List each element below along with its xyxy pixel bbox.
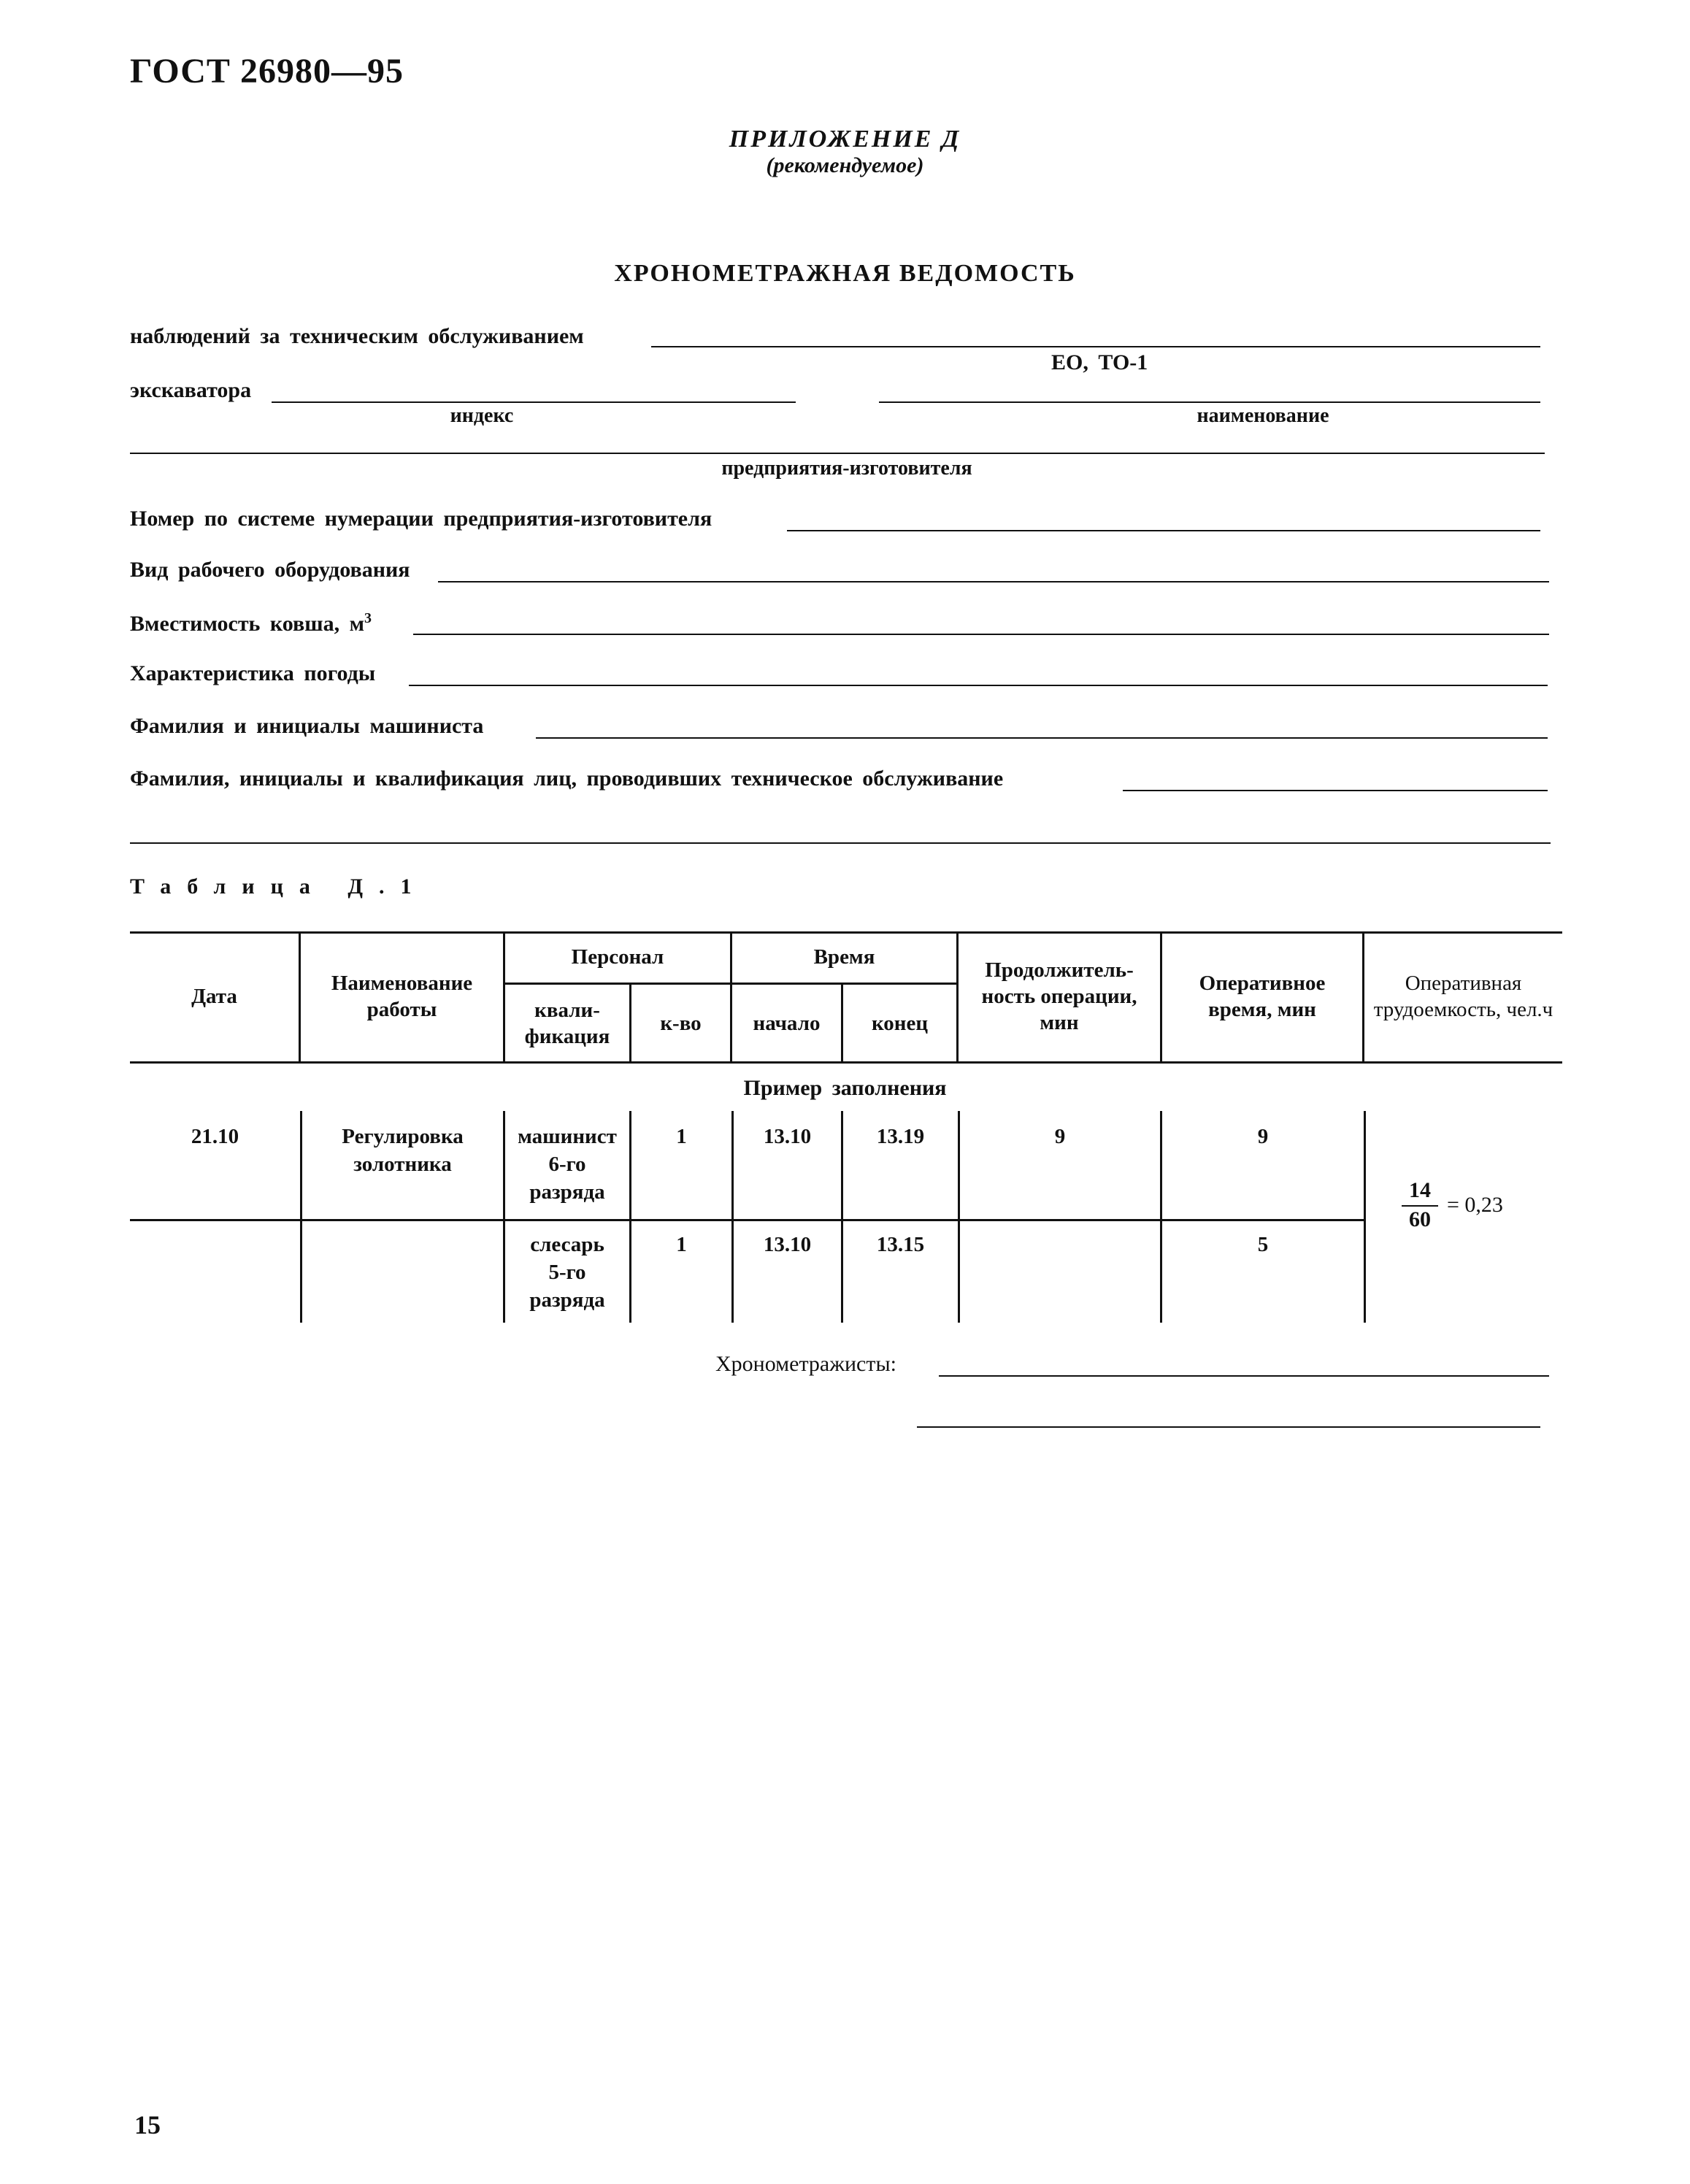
appendix-title: ПРИЛОЖЕНИЕ Д: [729, 126, 961, 153]
header-work-name: Наименование работы: [331, 972, 473, 1021]
header-end: конец: [871, 1011, 929, 1035]
header-start: начало: [753, 1011, 821, 1035]
excavator-name-line: [879, 401, 1540, 403]
staff-label: Фамилия, инициалы и квалификация лиц, проводивших техническое обслуживание: [130, 766, 1004, 791]
row1-date: 21.10: [191, 1125, 239, 1148]
labor-result: = 0,23: [1447, 1193, 1503, 1217]
signature-line-2: [917, 1426, 1540, 1428]
bucket-label: [130, 610, 372, 637]
table-caption: Таблица Д.1: [130, 874, 428, 899]
row1-work: Регулировка золотника: [342, 1125, 464, 1176]
signature-label: Хронометражисты:: [715, 1352, 896, 1376]
staff-line: [1123, 790, 1548, 791]
header-labor: Оперативная трудоемкость, чел.ч: [1373, 972, 1553, 1021]
row2-operative: 5: [1257, 1233, 1269, 1256]
header-bottom-border: [130, 1061, 1562, 1064]
row1-end: 13.19: [876, 1125, 925, 1148]
labor-denominator: 60: [1409, 1207, 1431, 1231]
fraction-bar: [1402, 1205, 1438, 1207]
row1-operative: 9: [1257, 1125, 1269, 1148]
row2-start: 13.10: [763, 1233, 812, 1256]
page-number: 15: [134, 2110, 161, 2139]
index-caption: индекс: [450, 404, 514, 427]
header-date: Дата: [191, 985, 237, 1008]
header-count: к-во: [660, 1011, 702, 1035]
weather-label: Характеристика погоды: [130, 661, 376, 685]
excavator-label: экскаватора: [130, 378, 252, 402]
bucket-unit-sup: 3: [364, 610, 372, 626]
operator-line: [536, 737, 1548, 739]
row1-start: 13.10: [763, 1125, 812, 1148]
observations-line: [651, 346, 1540, 347]
signature-line-1: [939, 1375, 1549, 1377]
excavator-index-line: [272, 401, 796, 403]
appendix-subtitle: (рекомендуемое): [766, 153, 924, 177]
weather-line: [409, 685, 1548, 686]
row2-count: 1: [676, 1233, 687, 1256]
number-label: Номер по системе нумерации предприятия-изготовителя: [130, 507, 713, 531]
header-qualification: квали-фикация: [524, 998, 610, 1048]
row-divider: [130, 1219, 1364, 1221]
manufacturer-line: [130, 453, 1545, 454]
staff-line-2: [130, 842, 1551, 844]
document-title: ХРОНОМЕТРАЖНАЯ ВЕДОМОСТЬ: [614, 260, 1076, 287]
number-line: [787, 530, 1540, 531]
header-personnel: Персонал: [571, 945, 664, 969]
header-duration: Продолжитель-ность операции, мин: [981, 958, 1137, 1034]
observations-label: наблюдений за техническим обслуживанием: [130, 324, 584, 348]
row2-qualification: слесарь 5-го разряда: [529, 1233, 605, 1312]
row2-end: 13.15: [876, 1233, 925, 1256]
equipment-label: Вид рабочего оборудования: [130, 558, 410, 582]
equipment-line: [438, 581, 1549, 582]
row1-count: 1: [676, 1125, 687, 1148]
observations-value: ЕО, ТО-1: [1051, 350, 1148, 374]
manufacturer-caption: предприятия-изготовителя: [721, 457, 972, 480]
row1-qualification: машинист 6-го разряда: [518, 1125, 617, 1204]
name-caption: наименование: [1197, 404, 1329, 427]
bucket-line: [413, 634, 1549, 635]
document-code: ГОСТ 26980—95: [130, 52, 404, 91]
bucket-label-text: Вместимость ковша, м: [130, 612, 365, 636]
body-col-line-8: [1364, 1111, 1366, 1323]
row1-duration: 9: [1054, 1125, 1066, 1148]
labor-numerator: 14: [1409, 1178, 1431, 1202]
header-operative-time: Оперативное время, мин: [1199, 972, 1326, 1021]
header-time: Время: [813, 945, 875, 969]
example-label: Пример заполнения: [743, 1076, 947, 1100]
operator-label: Фамилия и инициалы машиниста: [130, 714, 484, 738]
